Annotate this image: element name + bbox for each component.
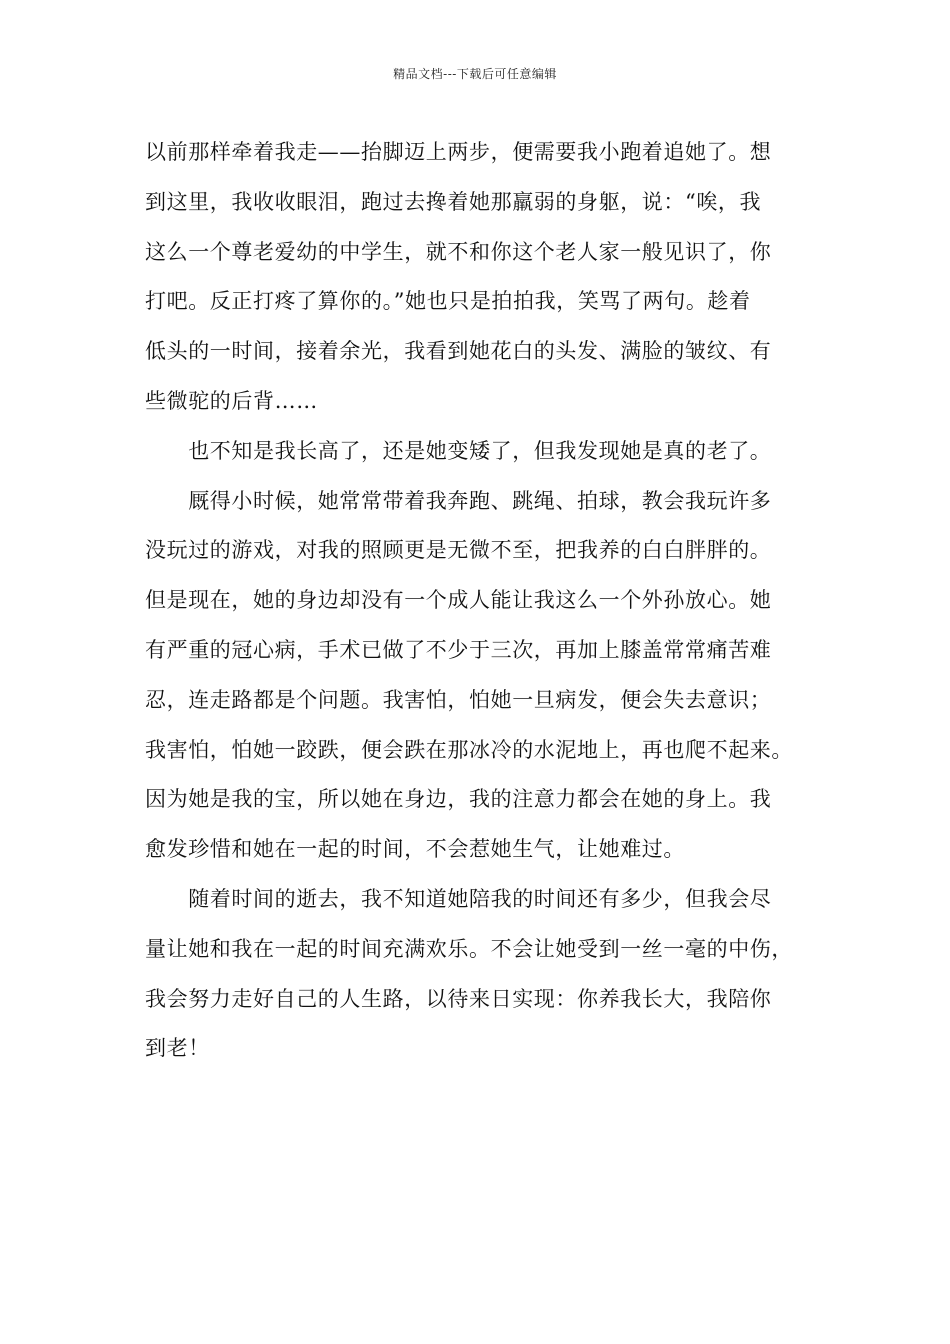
page-header: 精品文档---下载后可任意编辑 (393, 67, 557, 81)
essay-body (145, 128, 825, 1074)
text-line: 以前那样牵着我走——抬脚迈上两步，便需要我小跑着追她了。想 (145, 140, 772, 164)
text-line: 到这里，我收收眼泪，跑过去搀着她那羸弱的身躯，说：“唉，我 (145, 189, 762, 214)
text-line: 量让她和我在一起的时间充满欢乐。不会让她受到一丝一毫的中伤， (145, 936, 793, 961)
text-line: 忍，连走路都是个问题。我害怕，怕她一旦病发，便会失去意识； (145, 687, 772, 712)
text-line: 但是现在，她的身边却没有一个成人能让我这么一个外孙放心。她 (145, 588, 772, 613)
text-line: 厩得小时候，她常常带着我奔跑、跳绳、拍球，教会我玩许多 (145, 488, 772, 513)
text-line: 我害怕，怕她一跤跌，便会跌在那冰冷的水泥地上，再也爬不起来。 (145, 737, 793, 762)
text-line: 愈发珍惜和她在一起的时间，不会惹她生气，让她难过。 (145, 837, 685, 862)
text-line: 随着时间的逝去，我不知道她陪我的时间还有多少，但我会尽 (145, 886, 772, 911)
text-line: 低头的一时间，接着余光，我看到她花白的头发、满脸的皱纹、有 (145, 339, 772, 364)
text-line: 有严重的冠心病，手术已做了不少于三次，再加上膝盖常常痛苦难 (145, 637, 772, 662)
text-line: 打吧。反正打疼了算你的。”她也只是拍拍我，笑骂了两句。趁着 (145, 289, 751, 314)
text-line: 没玩过的游戏，对我的照顾更是无微不至，把我养的白白胖胖的。 (145, 538, 772, 563)
text-line: 到老！ (145, 1036, 210, 1061)
text-line: 这么一个尊老爱幼的中学生，就不和你这个老人家一般见识了，你 (145, 239, 772, 264)
text-line: 我会努力走好自己的人生路，以待来日实现：你养我长大，我陪你 (145, 986, 772, 1011)
text-line: 因为她是我的宝，所以她在身边，我的注意力都会在她的身上。我 (145, 787, 772, 812)
text-line: 也不知是我长高了，还是她变矮了，但我发现她是真的老了。 (145, 438, 772, 463)
text-line: 些微驼的后背…… (145, 388, 318, 413)
